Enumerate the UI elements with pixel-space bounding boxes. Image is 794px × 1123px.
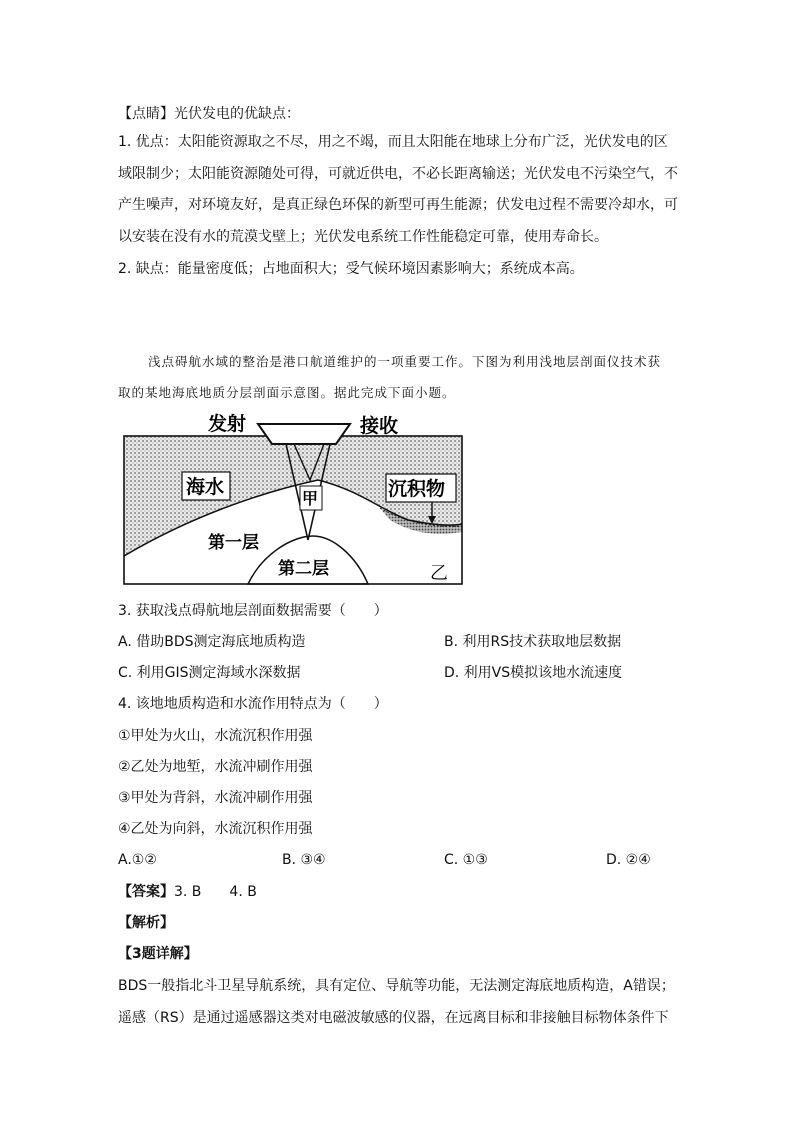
seabed-profile-diagram	[118, 408, 470, 588]
label-seawater: 海水	[186, 476, 225, 498]
answer-line	[118, 882, 257, 902]
q4-option-d: D. ②④	[606, 852, 651, 868]
explain-line-2: 遥感（RS）是通过遥感器这类对电磁波敏感的仪器，在远离目标和非接触目标物体条件下	[118, 1010, 669, 1026]
label-sediment: 沉积物	[388, 478, 446, 500]
cons-line: 2. 缺点：能量密度低；占地面积大；受气候环境因素影响大；系统成本高。	[118, 261, 584, 277]
label-receive: 接收	[360, 415, 399, 437]
q3-option-a: A. 借助BDS测定海底地质构造	[118, 634, 306, 650]
explain-line-1: BDS一般指北斗卫星导航系统，具有定位、导航等功能，无法测定海底地质构造，A错误；	[118, 978, 675, 994]
q4-stem: 4. 该地地质构造和水流作用特点为（ ）	[118, 696, 388, 712]
profiler-instrument	[258, 424, 350, 444]
label-layer-one: 第一层	[208, 533, 259, 553]
label-yi: 乙	[430, 563, 448, 584]
intro-line-2: 取的某地海底地质分层剖面示意图。据此完成下面小题。	[118, 385, 456, 400]
q4-item-3: ③甲处为背斜，水流冲刷作用强	[118, 790, 313, 806]
q4-option-a: A.①②	[118, 852, 157, 868]
answer-text: 3. B 4. B	[174, 884, 257, 900]
q4-item-4: ④乙处为向斜，水流沉积作用强	[118, 821, 313, 837]
q4-option-b: B. ③④	[282, 852, 326, 868]
pros-line-2: 域限制少；太阳能资源随处可得，可就近供电，不必长距离输送；光伏发电不污染空气，不	[118, 166, 678, 182]
label-layer-two: 第二层	[278, 559, 329, 579]
q3-option-c: C. 利用GIS测定海域水深数据	[118, 665, 301, 681]
q4-item-2: ②乙处为地堑，水流冲刷作用强	[118, 759, 313, 775]
answer-label: 【答案】	[118, 884, 174, 900]
q3-option-b: B. 利用RS技术获取地层数据	[444, 634, 622, 650]
q3-option-d: D. 利用VS模拟该地水流速度	[444, 665, 623, 681]
detail-3-heading: 【3题详解】	[118, 946, 198, 962]
analysis-heading: 【解析】	[118, 915, 174, 931]
pros-line-1: 1. 优点：太阳能资源取之不尽，用之不竭，而且太阳能在地球上分布广泛，光伏发电的区	[118, 134, 668, 150]
pros-line-3: 产生噪声，对环境友好，是真正绿色环保的新型可再生能源；伏发电过程不需要冷却水，可	[118, 197, 678, 213]
q3-stem: 3. 获取浅点碍航地层剖面数据需要（ ）	[118, 603, 388, 619]
dianjing-heading: 【点睛】光伏发电的优缺点：	[118, 106, 300, 122]
label-jia: 甲	[302, 489, 319, 508]
q4-item-1: ①甲处为火山，水流沉积作用强	[118, 728, 313, 744]
q4-option-c: C. ①③	[444, 852, 488, 868]
intro-line-1: 浅点碍航水域的整治是港口航道维护的一项重要工作。下图为利用浅地层剖面仪技术获	[148, 354, 662, 369]
pros-line-4: 以安装在没有水的荒漠戈壁上；光伏发电系统工作性能稳定可靠，使用寿命长。	[118, 229, 608, 245]
label-emit: 发射	[208, 413, 247, 435]
